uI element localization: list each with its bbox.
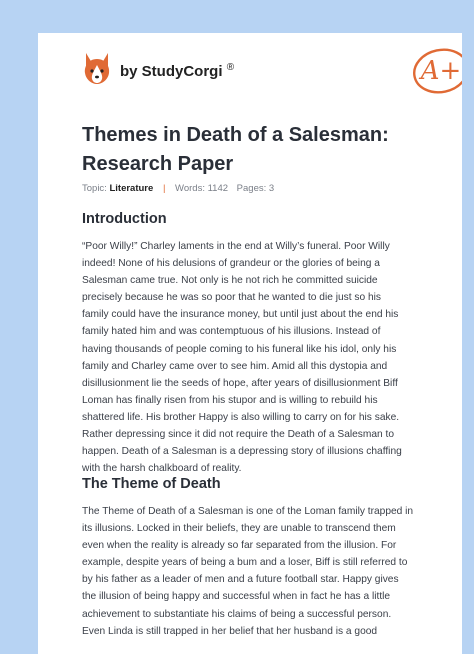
paragraph-line: even when the reality is already so far separated from the illusion. For — [82, 540, 397, 552]
paragraph-line: disillusionment lie the seeds of hope, after years of disillusionment Biff — [82, 377, 398, 389]
paragraph-line: The Theme of Death of a Salesman is one of the Loman family trapped in — [82, 506, 414, 517]
header — [82, 51, 462, 87]
paragraph-line: the illusion of being happy and successful when in fact he has a little — [82, 591, 391, 603]
grade-badge-text: A+ — [420, 56, 462, 86]
paragraph-line: Salesman came true. Not only is he not rich he committed suicide — [82, 275, 378, 287]
paragraph-line: “Poor Willy!” Charley laments in the end at Willy’s funeral. Poor Willy — [82, 241, 390, 252]
corgi-logo-icon[interactable] — [82, 51, 112, 85]
document-meta — [82, 183, 274, 194]
paragraph-line: its illusions. Locked in their beliefs, they are unable to transcend them — [82, 523, 396, 535]
paragraph-line: by his father as a leader of men and a future football star. Happy gives — [82, 574, 399, 586]
brand-text: by StudyCorgi — [120, 63, 223, 80]
title-line: Themes in Death of a Salesman: — [82, 124, 389, 146]
a-plus-grade-icon — [407, 41, 462, 97]
paragraph-line: having thousands of people coming to his funeral like his idol, only his — [82, 343, 397, 355]
meta-separator: | — [162, 183, 166, 194]
title-line: Research Paper — [82, 153, 234, 175]
topic-label: Topic: — [82, 183, 107, 194]
topic-link[interactable]: Literature — [109, 183, 154, 194]
document-page — [38, 33, 462, 654]
paragraph-line: family could have the insurance money, but until just about the end his — [82, 309, 399, 321]
paragraph-line: happen. Death of a Salesman is a depressing story of illusions chaffing — [82, 446, 402, 458]
section-heading: The Theme of Death — [82, 476, 221, 492]
paragraph-line: with the harsh chalkboard of reality. — [82, 463, 242, 475]
paragraph-line: Even Linda is still trapped in her belief that her husband is a good — [82, 625, 378, 637]
paragraph-line: Rather depressing since it did not require the Death of a Salesman to — [82, 429, 395, 441]
paragraph-line: Loman has finally risen from his stupor and is willing to rebuild his — [82, 394, 378, 406]
paragraph-line: achievement to substantiate his claims of being a successful person. — [82, 608, 392, 620]
brand-name[interactable] — [120, 62, 234, 80]
paragraph-line: shattered life. His brother Happy is also willing to carry on for his sake. — [82, 411, 400, 423]
paragraph-line: family hated him and was contemptuous of his illusions. Instead of — [82, 326, 381, 338]
word-count: Words: 1142 — [175, 183, 229, 194]
section-paragraph — [82, 503, 462, 640]
section-heading: Introduction — [82, 211, 167, 227]
paragraph-line: indeed! None of his delusions of grandeur or the glories of being a — [82, 258, 380, 270]
paragraph-line: example, despite years of being a bum and a loser, Biff is still referred to — [82, 557, 408, 569]
paragraph-line: precisely because he was so poor that he wanted to die just so his — [82, 292, 382, 304]
section-paragraph — [82, 238, 462, 477]
page-title — [82, 121, 422, 179]
page-count: Pages: 3 — [236, 183, 275, 194]
registered-mark: ® — [226, 62, 235, 73]
paragraph-line: family and Charley came over to see him. Amid all this dystopia and — [82, 360, 388, 372]
